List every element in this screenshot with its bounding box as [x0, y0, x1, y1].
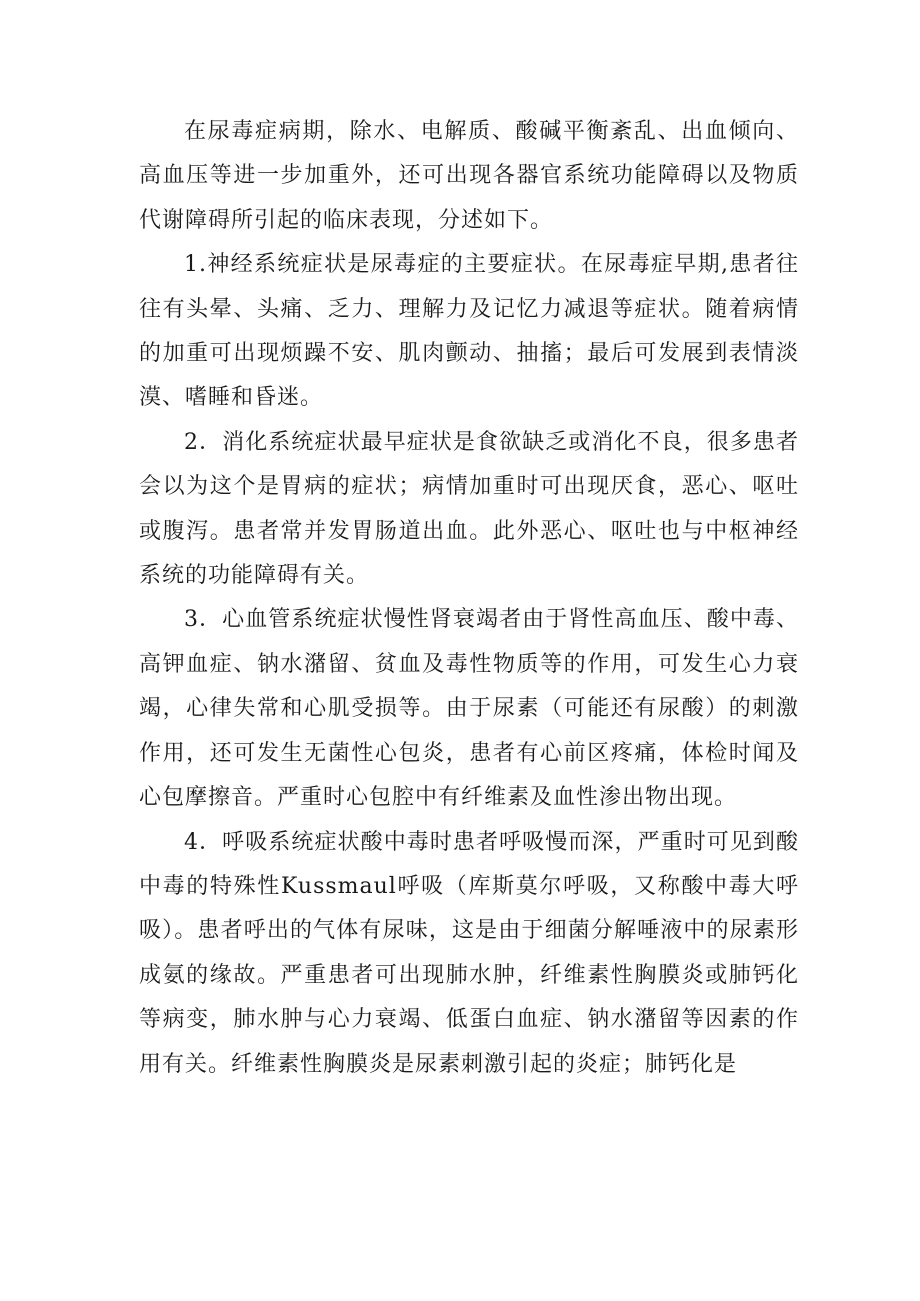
paragraph-intro: 在尿毒症病期，除水、电解质、酸碱平衡紊乱、出血倾向、高血压等进一步加重外，还可出现各器官系统功能障碍以及物质代谢障碍所引起的临床表现，分述如下。	[139, 119, 799, 233]
paragraph-cardiovascular-system: 3．心血管系统症状慢性肾衰竭者由于肾性高血压、酸中毒、高钾血症、钠水潴留、贫血及毒性物质等的作用，可发生心力衰竭，心律失常和心肌受损等。由于尿素（可能还有尿酸）的刺激作用，还可发生无菌性心包炎，患者有心前区疼痛，体检时闻及心包摩擦音。严重时心包腔中有纤维素及血性渗出物出现。	[139, 607, 799, 811]
document-body	[139, 110, 799, 1087]
paragraph-nervous-system: 1.神经系统症状是尿毒症的主要症状。在尿毒症早期,患者往往有头晕、头痛、乏力、理解力及记忆力减退等症状。随着病情的加重可出现烦躁不安、肌肉颤动、抽搐；最后可发展到表情淡漠、嗜睡和昏迷。	[139, 252, 799, 411]
paragraph-digestive-system: 2．消化系统症状最早症状是食欲缺乏或消化不良，很多患者会以为这个是胃病的症状；病情加重时可出现厌食，恶心、呕吐或腹泻。患者常并发胃肠道出血。此外恶心、呕吐也与中枢神经系统的功能障碍有关。	[139, 429, 799, 589]
paragraph-respiratory-system: 4．呼吸系统症状酸中毒时患者呼吸慢而深，严重时可见到酸中毒的特殊性Kussmaul呼吸（库斯莫尔呼吸，又称酸中毒大呼吸）。患者呼出的气体有尿味，这是由于细菌分解唾液中的尿素形成氨的缘故。严重患者可出现肺水肿，纤维素性胸膜炎或肺钙化等病变，肺水肿与心力衰竭、低蛋白血症、钠水潴留等因素的作用有关。纤维素性胸膜炎是尿素刺激引起的炎症；肺钙化是	[139, 829, 799, 1077]
